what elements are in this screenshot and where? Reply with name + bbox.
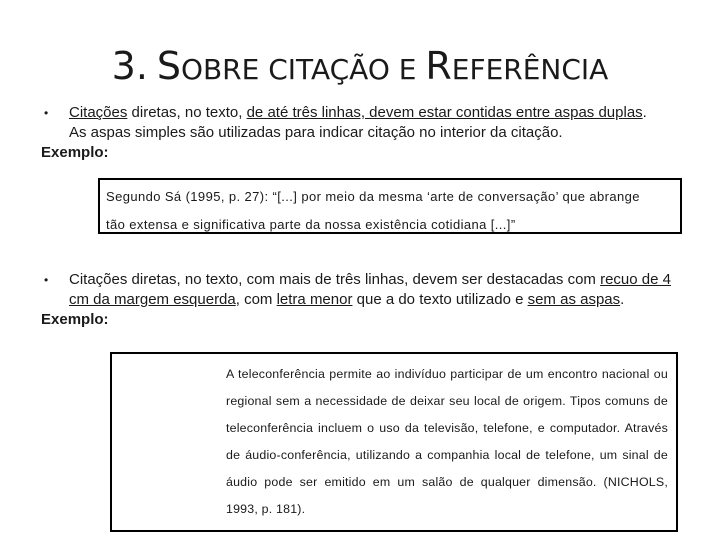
long-quote-text: A teleconferência permite ao indivíduo participar de um encontro nacional ou regional sem a necessidade de deixar seu local de origem. Tipos comuns de teleconferência incluem o uso da televisão, telefone, e computador. Através de áudio-conferência, utilizando a companhia local de telefone, um sinal de áudio pode ser emitido em um salão de qualquer dimensão. (NICHOLS, 1993, p. 181). [226, 367, 668, 516]
bullet2-part-e: que a do texto utilizado e [352, 291, 528, 308]
bullet2-part-a: Citações diretas, no texto, com mais de três linhas, devem ser destacadas com [69, 271, 601, 288]
bullet1-line2: As aspas simples são utilizadas para indicar citação no interior da citação. [69, 124, 563, 141]
bullet1-part-c: de até três linhas, devem estar contidas entre aspas duplas [246, 104, 643, 121]
bullet-row-2 [44, 270, 694, 310]
bullet-long-citations [41, 270, 694, 330]
bullet-dot-icon: • [44, 106, 49, 120]
bullet2-part-d: letra menor [276, 291, 353, 308]
title-part-1: OBRE CITAÇÃO E [180, 53, 426, 86]
title-part-2: EFERÊNCIA [451, 53, 609, 86]
long-quote-box [110, 352, 678, 532]
bullet1-part-b: diretas, no texto, [127, 104, 247, 121]
bullet2-part-f: sem as aspas [527, 291, 621, 308]
example-label-1: Exemplo: [41, 144, 109, 161]
title-number: 3. [111, 44, 148, 88]
bullet2-part-b: recuo de 4 cm da margem esquerda [69, 271, 671, 308]
short-quote-line-1: Segundo Sá (1995, p. 27): “[...] por meio da mesma ‘arte de conversação’ que abrange [106, 189, 640, 204]
bullet1-part-a: Citações [69, 104, 128, 121]
example-label-2: Exemplo: [41, 311, 109, 328]
bullet1-part-d: . [642, 104, 647, 121]
short-quote-box [98, 178, 682, 234]
slide-title [0, 44, 720, 88]
bullet2-part-c: , com [235, 291, 277, 308]
short-quote-line-2: tão extensa e significativa parte da nossa existência cotidiana [...]” [106, 217, 516, 232]
bullet-dot-icon: • [44, 273, 49, 287]
bullet-short-citations [41, 103, 694, 163]
bullet2-part-g: . [620, 291, 625, 308]
title-initial-r: R [425, 44, 452, 88]
title-initial-s: S [156, 44, 181, 88]
bullet-row-1 [44, 103, 694, 143]
